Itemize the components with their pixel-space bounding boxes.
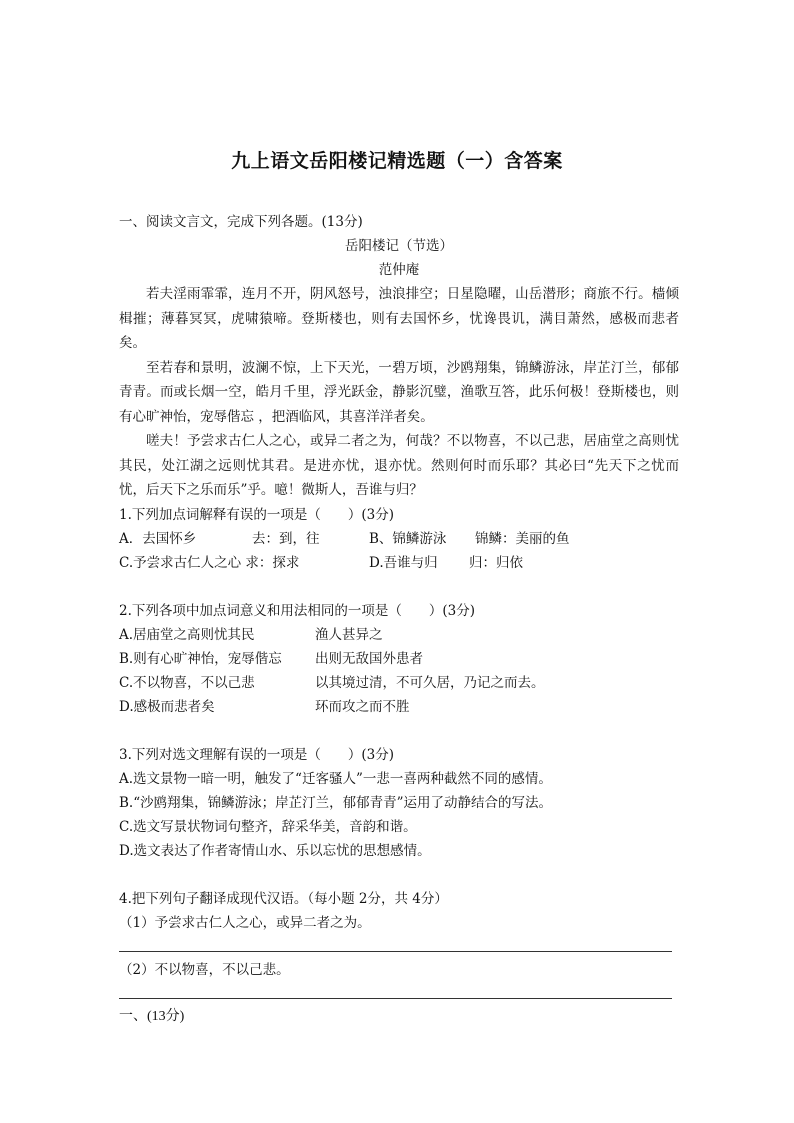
passage-title: 岳阳楼记（节选） xyxy=(345,238,453,254)
question-1-row-2 xyxy=(119,551,679,575)
passage-author: 范仲庵 xyxy=(378,262,420,278)
question-2-option-c-left: C.不以物喜，不以己悲 xyxy=(119,674,255,691)
passage-paragraph-1: 若夫淫雨霏霏，连月不开，阴风怒号，浊浪排空；日星隐曜，山岳潜形；商旅不行。樯倾楫摧；薄暮冥冥，虎啸猿啼。登斯楼也，则有去国怀乡，忧谗畏讥，满目萧然，感极而悲者矣。 xyxy=(119,286,679,351)
passage-paragraph-2: 至若春和景明，波澜不惊，上下天光，一碧万顷，沙鸥翔集，锦鳞游泳，岸芷汀兰，郁郁青青。而或长烟一空，皓月千里，浮光跃金，静影沉璧，渔歌互答，此乐何极！登斯楼也，则有心旷神怡，宠辱偕忘 ，把酒临风，其喜洋洋者矣。 xyxy=(119,359,679,425)
question-2-option-c xyxy=(119,671,679,695)
question-1-option-d: D.吾谁与归 xyxy=(369,554,438,571)
question-1-option-b: B、锦鳞游泳 xyxy=(369,530,447,547)
question-1-option-c: C.予尝求古仁人之心 求：探求 xyxy=(119,554,300,571)
question-2-option-b-left: B.则有心旷神怡，宠辱偕忘 xyxy=(119,650,282,667)
passage-paragraph-3: 嗟夫！予尝求古仁人之心，或异二者之为，何哉？不以物喜，不以己悲，居庙堂之高则忧其民，处江湖之远则忧其君。是进亦忧，退亦忧。然则何时而乐耶？其必曰“先天下之忧而忧，后天下之乐而乐”乎。噫！微斯人，吾谁与归？ xyxy=(119,433,679,498)
question-2-option-b xyxy=(119,647,679,671)
question-2-option-c-right: 以其境过清，不可久居，乃记之而去。 xyxy=(315,674,545,691)
section-heading: 一、阅读文言文，完成下列各题。(13分) xyxy=(119,214,363,230)
answer-line-1[interactable] xyxy=(119,951,672,952)
question-2-stem: 2.下列各项中加点词意义和用法相同的一项是（ ）(3分) xyxy=(119,602,476,619)
question-1-stem: 1.下列加点词解释有误的一项是（ ）(3分) xyxy=(119,506,395,523)
question-3-option-d: D.选文表达了作者寄情山水、乐以忘忧的思想感情。 xyxy=(119,842,431,859)
question-2-option-a-left: A.居庙堂之高则忧其民 xyxy=(119,626,255,643)
question-3-option-c: C.选文写景状物词句整齐，辞采华美，音韵和谐。 xyxy=(119,818,417,835)
question-3-option-a: A.选文景物一暗一明，触发了“迁客骚人”一悲一喜两种截然不同的感情。 xyxy=(119,770,552,787)
question-2-option-a-right: 渔人甚异之 xyxy=(315,626,383,643)
question-3-option-b: B.“沙鸥翔集，锦鳞游泳；岸芷汀兰，郁郁青青”运用了动静结合的写法。 xyxy=(119,794,553,811)
document-title: 九上语文岳阳楼记精选题（一）含答案 xyxy=(231,150,563,172)
question-2-option-d-right: 环而攻之而不胜 xyxy=(315,698,410,715)
question-2-option-d xyxy=(119,695,679,719)
question-1-row-1 xyxy=(119,527,679,551)
question-4-item-2: （2）不以物喜，不以己悲。 xyxy=(119,961,290,978)
question-4-item-1: （1）予尝求古仁人之心，或异二者之为。 xyxy=(119,914,371,931)
question-1-option-d-explanation: 归：归依 xyxy=(469,554,523,571)
document-body xyxy=(119,210,679,999)
question-2-option-b-right: 出则无敌国外患者 xyxy=(315,650,423,667)
question-1-option-a: A．去国怀乡 xyxy=(119,530,197,547)
answer-line-2[interactable] xyxy=(119,998,672,999)
question-3-stem: 3.下列对选文理解有误的一项是（ ）(3分) xyxy=(119,746,395,763)
question-2-option-a xyxy=(119,623,679,647)
question-2-option-d-left: D.感极而悲者矣 xyxy=(119,698,215,715)
question-1-option-b-explanation: 锦鳞：美丽的鱼 xyxy=(475,530,570,547)
answer-section-heading: 一、(13分) xyxy=(119,1009,185,1024)
question-4-stem: 4.把下列句子翻译成现代汉语。（每小题 2分，共 4分） xyxy=(119,890,448,907)
question-1-option-a-explanation: 去：到，往 xyxy=(252,530,320,547)
